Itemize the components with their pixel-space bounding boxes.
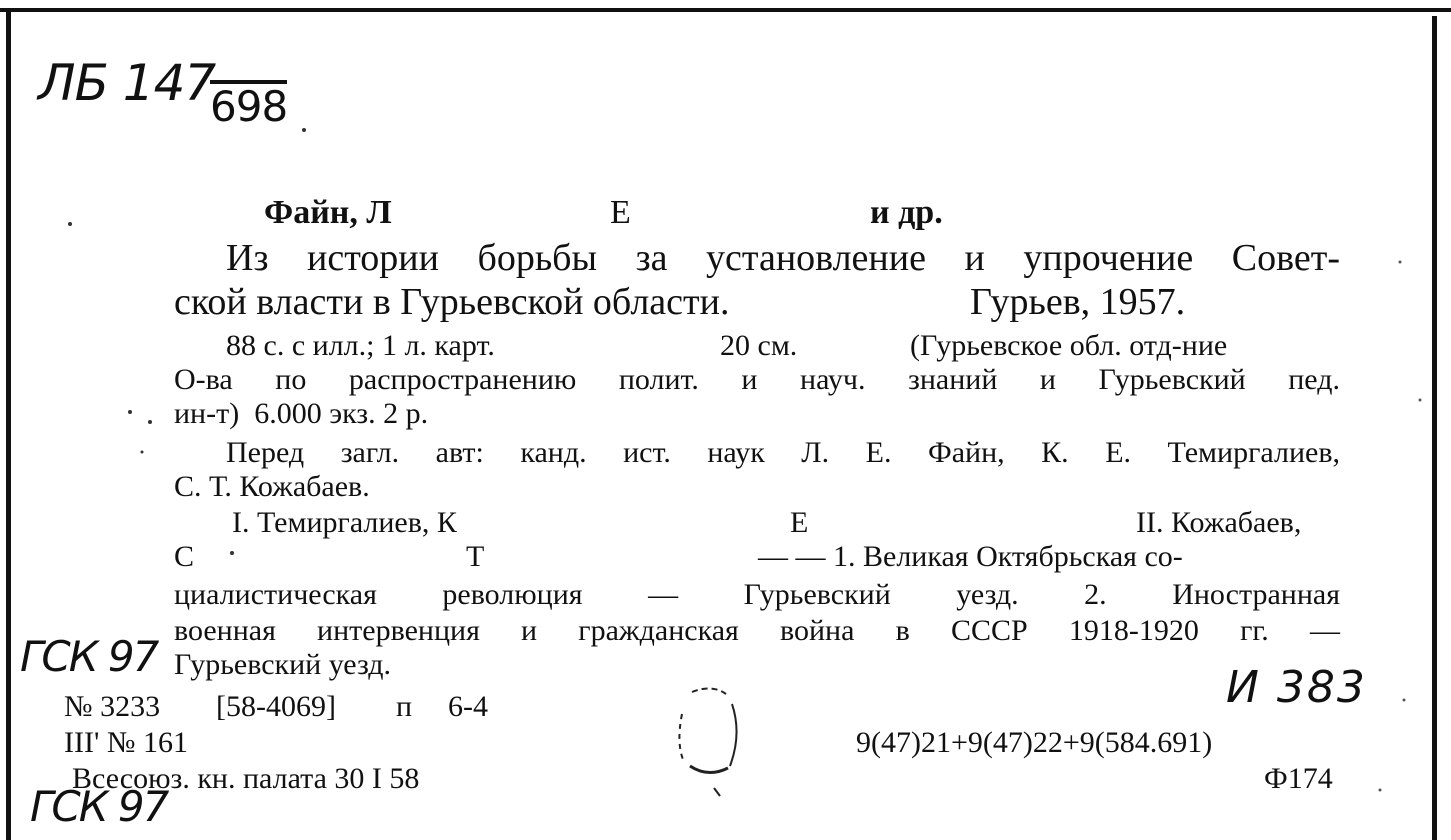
tracing-line-2b: Т: [466, 540, 485, 573]
record-number: № 3233: [64, 690, 161, 723]
imprint-pages: 88 с. с илл.; 1 л. карт.: [226, 329, 495, 362]
order-code: [58-4069]: [216, 690, 336, 723]
book-chamber-stamp: Всесоюз. кн. палата 30 I 58: [72, 762, 420, 795]
tracing-line-5: Гурьевский уезд.: [174, 648, 392, 681]
author-heading: Файн, Л: [264, 194, 392, 231]
tracing-line-1c: II. Кожабаев,: [1136, 506, 1302, 539]
author-initial: Е: [610, 194, 631, 231]
edition-code: 6-4: [448, 690, 488, 723]
title-place-year: Гурьев, 1957.: [970, 281, 1186, 323]
note-line-2: С. Т. Кожабаев.: [174, 470, 370, 503]
tracing-line-1a: I. Темиргалиев, К: [232, 506, 457, 539]
imprint-size: 20 см.: [720, 329, 798, 362]
iii-number: III' № 161: [64, 726, 188, 759]
handwritten-margin-code: ГСК 97: [20, 632, 158, 681]
handwritten-margin-code-bottom: ГСК 97: [30, 782, 168, 831]
letter-code: п: [396, 690, 413, 723]
handwritten-right-code: И 383: [1226, 662, 1367, 713]
title-line-2: ской власти в Гурьевской области.: [174, 281, 730, 323]
classification-index: 9(47)21+9(47)22+9(584.691): [856, 726, 1213, 759]
tracing-line-1b: Е: [790, 506, 809, 539]
handwritten-shelfmark-number: 698: [210, 82, 288, 131]
author-suffix: и др.: [870, 194, 943, 231]
author-mark: Ф174: [1264, 762, 1333, 795]
tracing-line-4: военная интервенция и гражданская война в СССР 1918-1920 гг. —: [174, 614, 1340, 647]
imprint-line-2: О-ва по распространению полит. и науч. знаний и Гурьевский пед.: [174, 363, 1340, 396]
handwritten-shelfmark: ЛБ 147: [38, 54, 216, 112]
title-line-1: Из истории борьбы за установление и упрочение Совет-: [226, 237, 1340, 279]
note-line-1: Перед загл. авт: канд. ист. наук Л. Е. Файн, К. Е. Темиргалиев,: [226, 436, 1340, 469]
imprint-line-3: ин-т) 6.000 экз. 2 р.: [174, 397, 429, 430]
tracing-line-3: циалистическая революция — Гурьевский уезд. 2. Иностранная: [174, 578, 1340, 611]
tracing-line-2c: — — 1. Великая Октябрьская со-: [758, 540, 1183, 573]
tracing-line-2a: С: [174, 540, 195, 573]
imprint-publisher: (Гурьевское обл. отд-ние: [910, 329, 1228, 362]
